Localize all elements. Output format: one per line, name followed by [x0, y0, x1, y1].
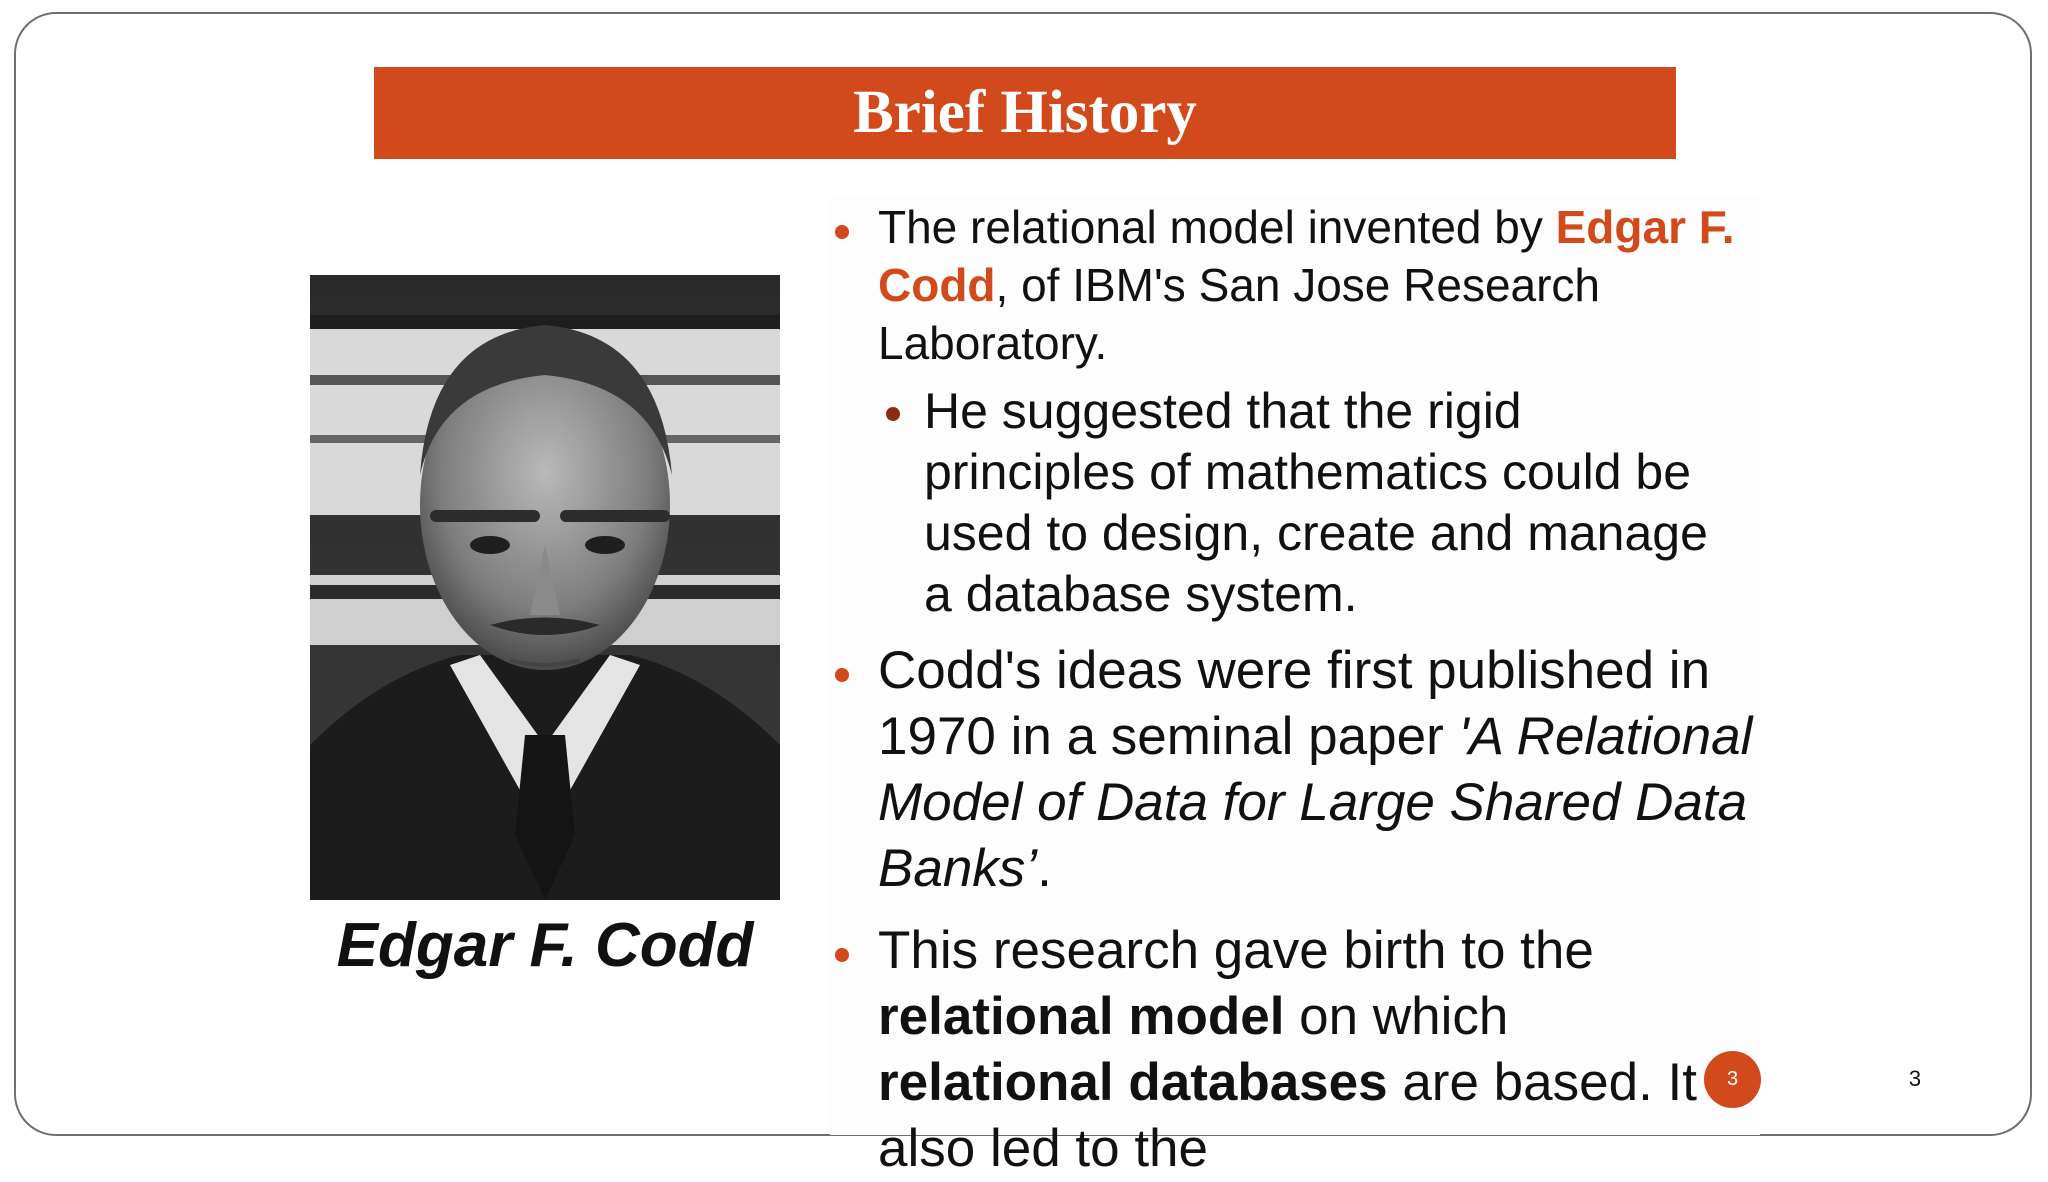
bullet-2 — [924, 381, 1744, 625]
bullet-dot — [835, 948, 849, 962]
bullet-dot — [835, 668, 849, 682]
bullet-3 — [878, 638, 1758, 902]
bullet-4 — [878, 918, 1758, 1182]
bullet-1-text: The relational model invented by — [878, 201, 1556, 253]
bullet-dot — [835, 225, 849, 239]
relational-databases-term: relational databases — [878, 1053, 1388, 1112]
bullet-3-text-end: . — [1037, 839, 1052, 898]
codd-portrait-photo — [310, 275, 780, 900]
slide-title: Brief History — [853, 79, 1197, 146]
bullet-1 — [878, 198, 1758, 372]
bullet-4-text-1: This research gave birth to the — [878, 921, 1594, 980]
paper-title: 'A Relational Model of Data for Large Shared Data Banks’ — [878, 707, 1753, 898]
photo-caption: Edgar F. Codd — [336, 911, 754, 980]
relational-model-term: relational model — [878, 987, 1285, 1046]
bullet-4-text-2: on which — [1284, 987, 1509, 1046]
portrait-illustration — [310, 275, 780, 900]
codd-name-highlight: Edgar F. Codd — [878, 201, 1735, 311]
bullet-content — [830, 195, 1760, 1178]
bullet-2-text: He suggested that the rigid principles of mathematics could be used to design, create and manage a database system. — [924, 383, 1708, 622]
sub-bullet-dot — [886, 407, 900, 421]
page-badge: 3 — [1704, 1051, 1761, 1108]
title-bar — [374, 67, 1676, 159]
bullet-4-text-3: are based. It also led to the — [878, 1053, 1697, 1178]
bullet-3-text: Codd's ideas were first published in 1970 in a seminal paper — [878, 641, 1711, 766]
page-number: 3 — [1908, 1066, 1922, 1091]
bullet-1-text-end: , of IBM's San Jose Research Laboratory. — [878, 259, 1601, 369]
